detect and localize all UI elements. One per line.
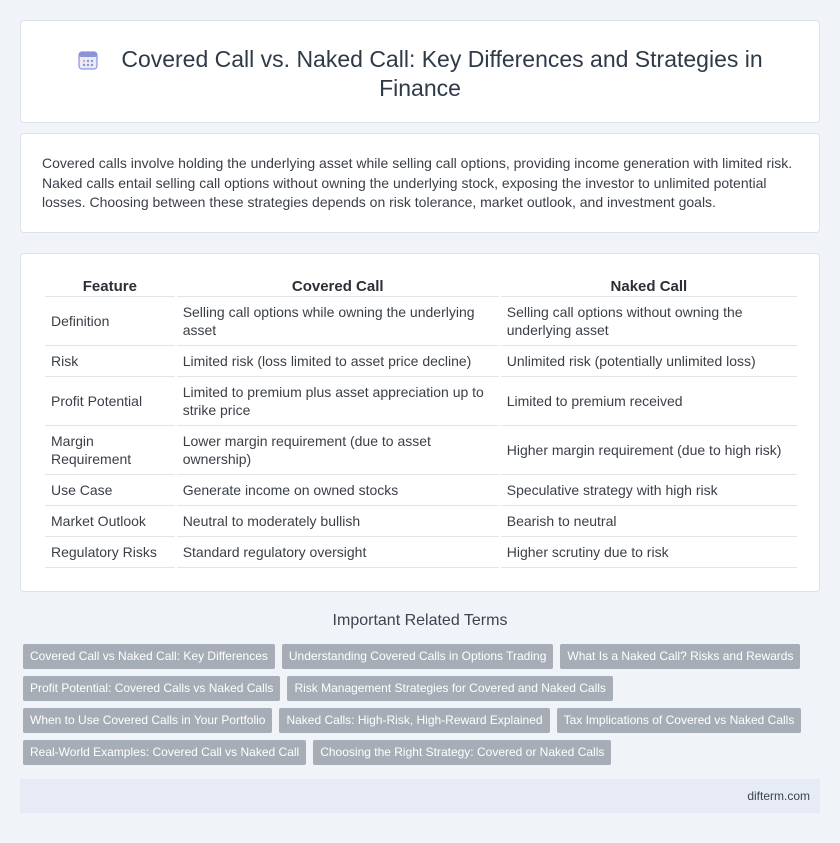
related-term-link[interactable]: Naked Calls: High-Risk, High-Reward Explained — [279, 708, 549, 733]
related-term-link[interactable]: Understanding Covered Calls in Options Trading — [282, 644, 553, 669]
related-term-link[interactable]: Covered Call vs Naked Call: Key Differences — [23, 644, 275, 669]
row-covered-value: Selling call options while owning the underlying asset — [177, 297, 499, 346]
intro-card — [20, 133, 820, 233]
row-naked-value: Limited to premium received — [501, 377, 797, 426]
row-covered-value: Limited to premium plus asset appreciation up to strike price — [177, 377, 499, 426]
row-feature: Risk — [45, 346, 175, 377]
table-header-row — [45, 275, 797, 297]
table-row — [45, 475, 797, 506]
page-title-row — [21, 45, 819, 103]
table-row — [45, 426, 797, 475]
row-naked-value: Higher margin requirement (due to high risk) — [501, 426, 797, 475]
page-title: Covered Call vs. Naked Call: Key Differences and Strategies in Finance — [121, 46, 763, 101]
row-feature: Margin Requirement — [45, 426, 175, 475]
related-term-link[interactable]: Risk Management Strategies for Covered and Naked Calls — [287, 676, 612, 701]
table-row — [45, 377, 797, 426]
row-covered-value: Generate income on owned stocks — [177, 475, 499, 506]
row-covered-value: Neutral to moderately bullish — [177, 506, 499, 537]
table-row — [45, 537, 797, 568]
table-row — [45, 506, 797, 537]
row-naked-value: Bearish to neutral — [501, 506, 797, 537]
row-covered-value: Lower margin requirement (due to asset ownership) — [177, 426, 499, 475]
row-naked-value: Speculative strategy with high risk — [501, 475, 797, 506]
related-term-link[interactable]: Tax Implications of Covered vs Naked Calls — [557, 708, 802, 733]
calendar-icon — [77, 49, 99, 71]
comparison-card — [20, 253, 820, 592]
related-term-link[interactable]: Profit Potential: Covered Calls vs Naked Calls — [23, 676, 280, 701]
related-terms-heading: Important Related Terms — [332, 612, 508, 629]
related-term-link[interactable]: When to Use Covered Calls in Your Portfolio — [23, 708, 272, 733]
table-row — [45, 346, 797, 377]
row-covered-value: Limited risk (loss limited to asset price decline) — [177, 346, 499, 377]
row-feature: Regulatory Risks — [45, 537, 175, 568]
title-card — [20, 20, 820, 123]
row-naked-value: Higher scrutiny due to risk — [501, 537, 797, 568]
footer-site-link[interactable]: difterm.com — [747, 789, 810, 803]
header-feature: Feature — [45, 275, 175, 297]
table-row — [45, 297, 797, 346]
row-feature: Definition — [45, 297, 175, 346]
header-naked-call: Naked Call — [501, 275, 797, 297]
intro-paragraph: Covered calls involve holding the underlying asset while selling call options, providing income generation with limited risk. Naked calls entail selling call options without owning the underlying stock, exposing the investor to unlimited potential losses. Choosing between these strategies depends on risk tolerance, market outlook, and investment goals. — [42, 155, 793, 210]
related-term-link[interactable]: What Is a Naked Call? Risks and Rewards — [560, 644, 800, 669]
row-naked-value: Selling call options without owning the underlying asset — [501, 297, 797, 346]
header-covered-call: Covered Call — [177, 275, 499, 297]
related-term-link[interactable]: Choosing the Right Strategy: Covered or Naked Calls — [313, 740, 611, 765]
row-feature: Profit Potential — [45, 377, 175, 426]
row-covered-value: Standard regulatory oversight — [177, 537, 499, 568]
footer — [20, 779, 820, 813]
comparison-table — [43, 275, 799, 568]
row-naked-value: Unlimited risk (potentially unlimited loss) — [501, 346, 797, 377]
row-feature: Use Case — [45, 475, 175, 506]
related-terms-list — [23, 644, 823, 772]
row-feature: Market Outlook — [45, 506, 175, 537]
related-term-link[interactable]: Real-World Examples: Covered Call vs Naked Call — [23, 740, 306, 765]
